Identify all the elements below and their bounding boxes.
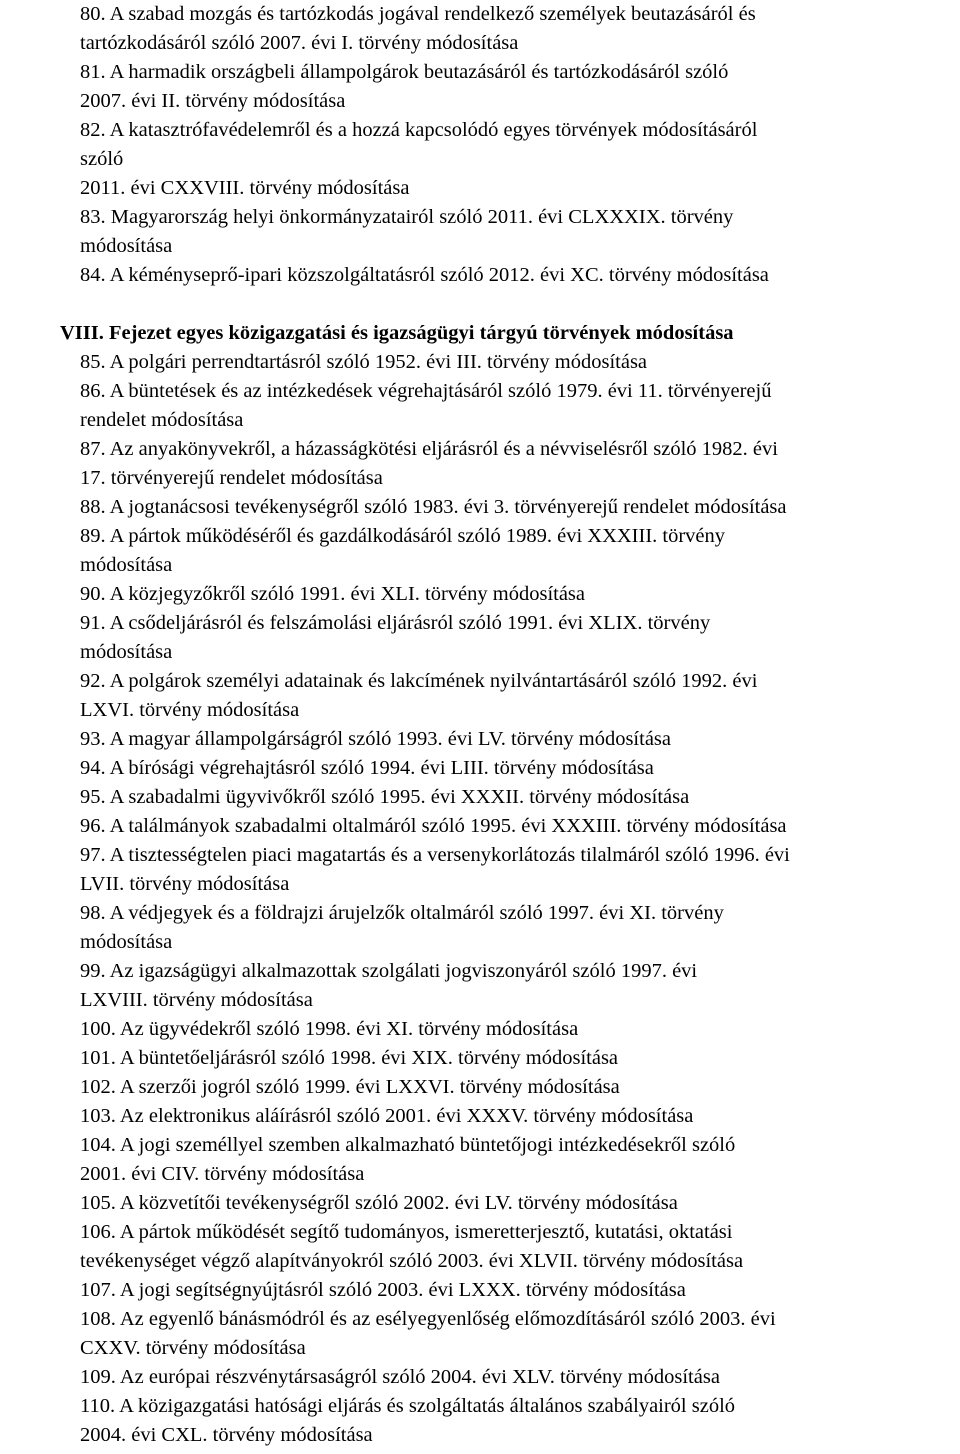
text-line: 104. A jogi személlyel szemben alkalmazható büntetőjogi intézkedésekről szóló: [80, 1134, 736, 1156]
text-line: 95. A szabadalmi ügyvivőkről szóló 1995. évi XXXII. törvény módosítása: [80, 786, 690, 808]
text-line: 80. A szabad mozgás és tartózkodás jogával rendelkező személyek beutazásáról és: [80, 3, 756, 25]
text-line: 84. A kéményseprő-ipari közszolgáltatásról szóló 2012. évi XC. törvény módosítása: [80, 264, 769, 286]
text-line: 100. Az ügyvédekről szóló 1998. évi XI. törvény módosítása: [80, 1018, 579, 1040]
text-line: CXXV. törvény módosítása: [80, 1337, 306, 1359]
text-line: módosítása: [80, 554, 173, 576]
text-line: 2004. évi CXL. törvény módosítása: [80, 1424, 373, 1446]
text-line: 110. A közigazgatási hatósági eljárás és szolgáltatás általános szabályairól szóló: [80, 1395, 736, 1417]
text-line: 108. Az egyenlő bánásmódról és az esélyegyenlőség előmozdításáról szóló 2003. évi: [80, 1308, 776, 1330]
text-line: módosítása: [80, 641, 173, 663]
text-line: 96. A találmányok szabadalmi oltalmáról szóló 1995. évi XXXIII. törvény módosítása: [80, 815, 787, 837]
text-line: 91. A csődeljárásról és felszámolási eljárásról szóló 1991. évi XLIX. törvény: [80, 612, 711, 634]
text-line: LXVIII. törvény módosítása: [80, 989, 313, 1011]
text-line: rendelet módosítása: [80, 409, 244, 431]
text-line: 98. A védjegyek és a földrajzi árujelzők oltalmáról szóló 1997. évi XI. törvény: [80, 902, 724, 924]
text-line: 99. Az igazságügyi alkalmazottak szolgálati jogviszonyáról szóló 1997. évi: [80, 960, 698, 982]
text-line: LVII. törvény módosítása: [80, 873, 290, 895]
text-line: 106. A pártok működését segítő tudományos, ismeretterjesztő, kutatási, oktatási: [80, 1221, 733, 1243]
text-line: 107. A jogi segítségnyújtásról szóló 2003. évi LXXX. törvény módosítása: [80, 1279, 686, 1301]
text-line: 90. A közjegyzőkről szóló 1991. évi XLI. törvény módosítása: [80, 583, 586, 605]
text-line: tevékenységet végző alapítványokról szóló 2003. évi XLVII. törvény módosítása: [80, 1250, 744, 1272]
text-line: 105. A közvetítői tevékenységről szóló 2002. évi LV. törvény módosítása: [80, 1192, 678, 1214]
text-line: módosítása: [80, 235, 173, 257]
text-line: 93. A magyar állampolgárságról szóló 1993. évi LV. törvény módosítása: [80, 728, 671, 750]
text-line: 94. A bírósági végrehajtásról szóló 1994. évi LIII. törvény módosítása: [80, 757, 654, 779]
text-line: 109. Az európai részvénytársaságról szóló 2004. évi XLV. törvény módosítása: [80, 1366, 720, 1388]
text-line: 2007. évi II. törvény módosítása: [80, 90, 346, 112]
chapter-heading: VIII. Fejezet egyes közigazgatási és igazságügyi tárgyú törvények módosítása: [60, 322, 734, 344]
text-line: 92. A polgárok személyi adatainak és lakcímének nyilvántartásáról szóló 1992. évi: [80, 670, 758, 692]
text-line: 85. A polgári perrendtartásról szóló 1952. évi III. törvény módosítása: [80, 351, 648, 373]
text-line: 2001. évi CIV. törvény módosítása: [80, 1163, 365, 1185]
text-line: 17. törvényerejű rendelet módosítása: [80, 467, 383, 489]
text-line: 103. Az elektronikus aláírásról szóló 2001. évi XXXV. törvény módosítása: [80, 1105, 694, 1127]
text-line: szóló: [80, 148, 124, 170]
text-line: 83. Magyarország helyi önkormányzatairól szóló 2011. évi CLXXXIX. törvény: [80, 206, 734, 228]
text-line: 89. A pártok működéséről és gazdálkodásáról szóló 1989. évi XXXIII. törvény: [80, 525, 726, 547]
text-line: LXVI. törvény módosítása: [80, 699, 300, 721]
text-line: 86. A büntetések és az intézkedések végrehajtásáról szóló 1979. évi 11. törvényerejű: [80, 380, 772, 402]
text-line: 101. A büntetőeljárásról szóló 1998. évi XIX. törvény módosítása: [80, 1047, 619, 1069]
text-line: 82. A katasztrófavédelemről és a hozzá kapcsolódó egyes törvények módosításáról: [80, 119, 758, 141]
text-line: 102. A szerzői jogról szóló 1999. évi LXXVI. törvény módosítása: [80, 1076, 620, 1098]
text-line: módosítása: [80, 931, 173, 953]
text-line: tartózkodásáról szóló 2007. évi I. törvény módosítása: [80, 32, 519, 54]
text-line: 81. A harmadik országbeli állampolgárok beutazásáról és tartózkodásáról szóló: [80, 61, 729, 83]
text-line: 97. A tisztességtelen piaci magatartás és a versenykorlátozás tilalmáról szóló 1996. évi: [80, 844, 790, 866]
text-line: 88. A jogtanácsosi tevékenységről szóló 1983. évi 3. törvényerejű rendelet módosítása: [80, 496, 787, 518]
text-line: 87. Az anyakönyvekről, a házasságkötési eljárásról és a névviselésről szóló 1982. évi: [80, 438, 778, 460]
text-line: 2011. évi CXXVIII. törvény módosítása: [80, 177, 410, 199]
